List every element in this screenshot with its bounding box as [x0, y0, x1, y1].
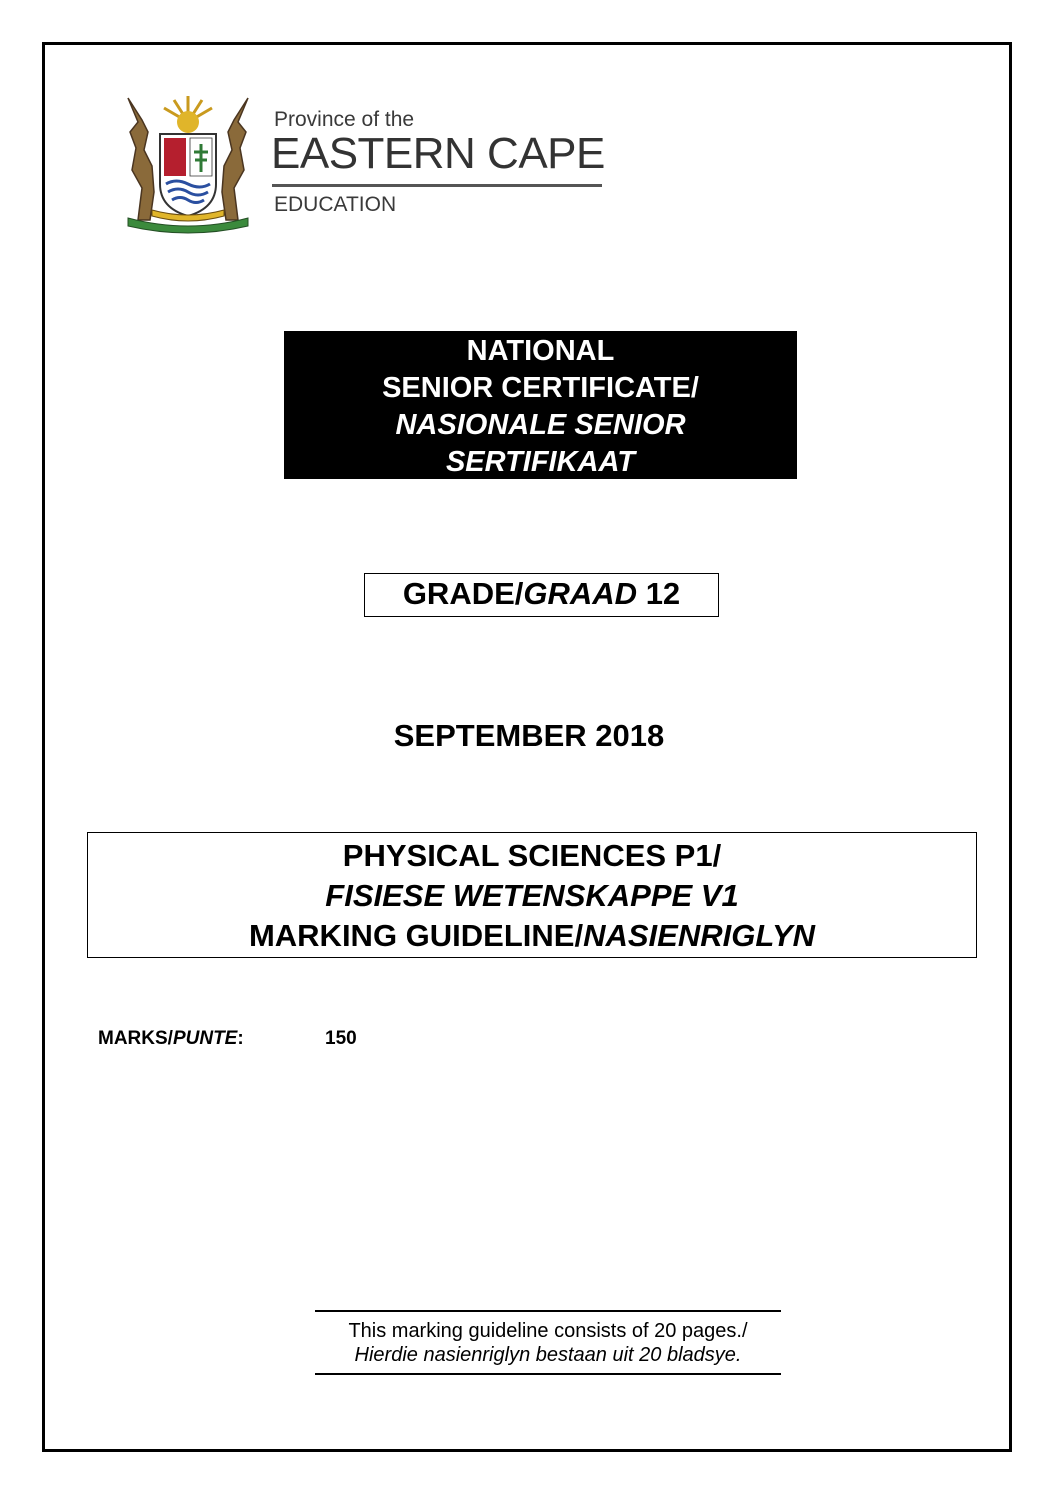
footer-top-rule [315, 1310, 781, 1312]
grade-label-en: GRADE/ [402, 576, 524, 611]
certificate-line-2: SENIOR CERTIFICATE/ [382, 372, 699, 404]
page-count-line-1: This marking guideline consists of 20 pages./ [348, 1320, 748, 1342]
subject-line-3 [88, 916, 976, 956]
subject-line-3-af: NASIENRIGLYN [583, 918, 816, 953]
page-count-note [315, 1319, 781, 1367]
grade-label-af: GRAAD [523, 576, 638, 611]
marks-label [98, 1028, 244, 1050]
marks-colon: : [237, 1028, 244, 1049]
subject-line-3-en: MARKING GUIDELINE/ [248, 918, 584, 953]
grade-box [364, 573, 719, 617]
certificate-line-1: NATIONAL [466, 335, 615, 367]
footer-bottom-rule [315, 1373, 781, 1375]
grade-value: 12 [645, 576, 681, 611]
marks-label-af: PUNTE [172, 1028, 238, 1049]
subject-box [87, 832, 977, 958]
marks-value: 150 [325, 1028, 357, 1049]
subject-line-2: FISIESE WETENSKAPPE V1 [325, 878, 739, 913]
logo-eastern-cape-text: EASTERN CAPE [271, 129, 605, 178]
exam-date: SEPTEMBER 2018 [393, 718, 665, 753]
certificate-banner [284, 331, 797, 479]
subject-line-1: PHYSICAL SCIENCES P1/ [342, 838, 722, 873]
logo-education-text: EDUCATION [274, 193, 397, 216]
logo-divider [272, 184, 602, 187]
certificate-line-3: NASIONALE SENIOR [395, 409, 686, 441]
logo-province-text: Province of the [274, 108, 415, 131]
certificate-line-4: SERTIFIKAAT [445, 446, 636, 478]
marks-label-en: MARKS/ [98, 1028, 173, 1049]
coat-of-arms-icon [108, 92, 268, 234]
eastern-cape-education-logo [108, 92, 608, 234]
page-count-line-2: Hierdie nasienriglyn bestaan uit 20 bladsye. [354, 1344, 742, 1366]
